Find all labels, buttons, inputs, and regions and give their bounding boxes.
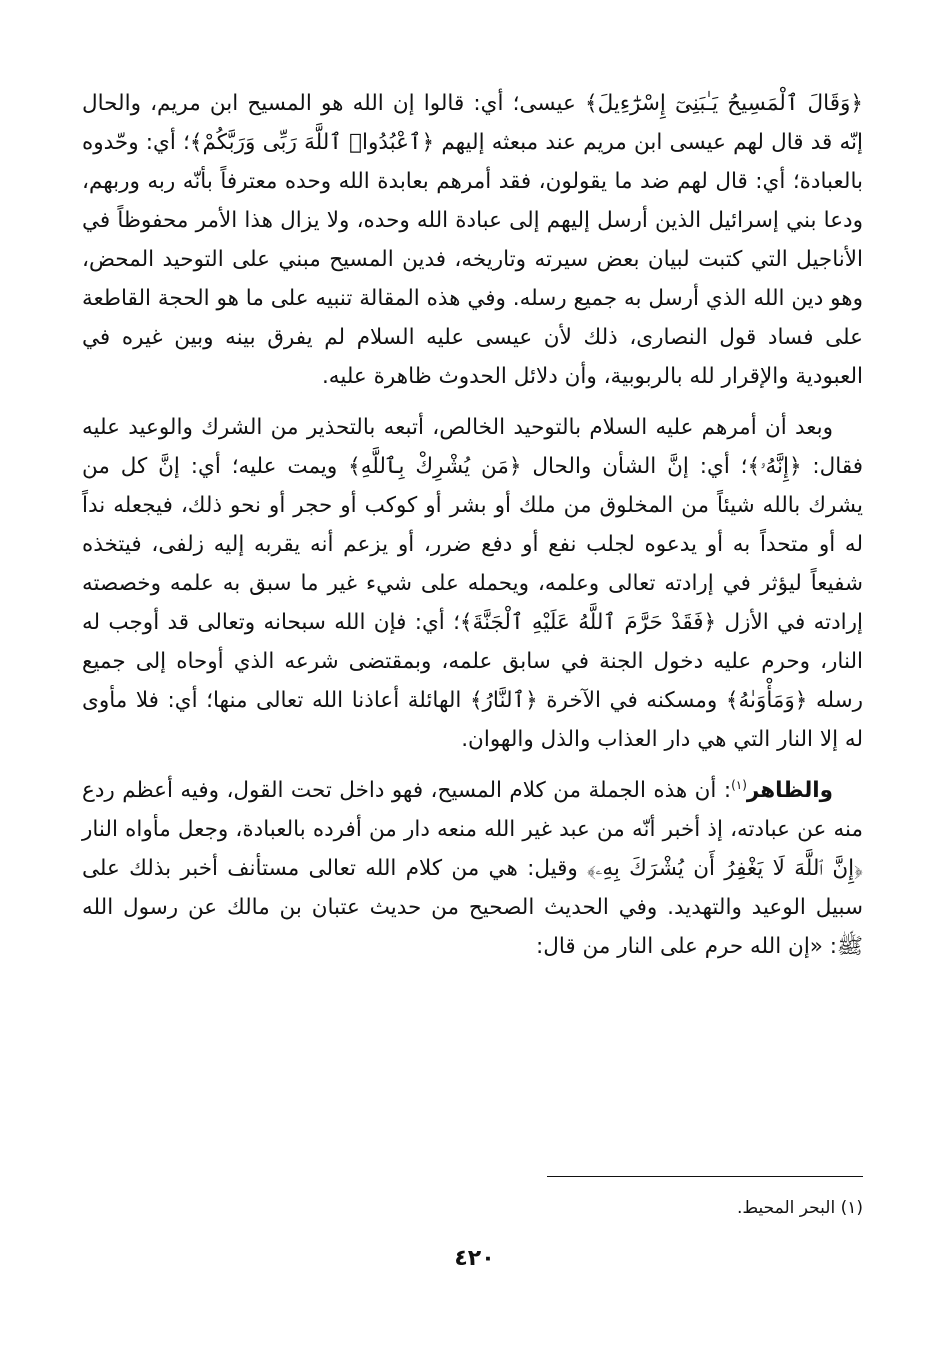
paragraph-2-text: وبعد أن أمرهم عليه السلام بالتوحيد الخالص، أتبعه بالتحذير من الشرك والوعيد عليه فقال: ﴿إِنَّهُۥ﴾؛ أي: إنَّ الشأن والحال ﴿مَن يُشْرِكْ بِٱللَّهِ﴾ ويمت عليه؛ أي: إنَّ كل من يشرك بالله شيئاً من المخلوق من ملك أو بشر أو كوكب أو حجر أو نحو ذلك، فيجعله نداً له أو متحداً به أو يدعوه لجلب نفع أو دفع ضرر، أو يزعم أنه يقربه إليه زلفى، فيتخذه شفيعاً ليؤثر في إرادته تعالى وعلمه، ويحمله على شيء غير ما سبق به علمه وخصصته إرادته في الأزل ﴿فَقَدْ حَرَّمَ ٱللَّهُ عَلَيْهِ ٱلْجَنَّةَ﴾؛ أي: فإن الله سبحانه وتعالى قد أوجب له النار، وحرم عليه دخول الجنة في سابق علمه، وبمقتضى شرعه الذي أوحاه إلى جميع رسله ﴿وَمَأْوَىٰهُ﴾ ومسكنه في الآخرة ﴿ٱلنَّارُ﴾ الهائلة أعاذنا الله تعالى منها؛ أي: فلا مأوى له إلا النار التي هي دار العذاب والذل والهوان. xyxy=(82,415,863,752)
page-number: ٤٢٠ xyxy=(454,1246,495,1271)
paragraph-2 xyxy=(82,408,863,759)
footnote: (١) البحر المحيط. xyxy=(737,1198,863,1218)
main-text xyxy=(82,84,863,978)
paragraph-1-text: ﴿وَقَالَ ٱلْمَسِيحُ يَـٰبَنِىٓ إِسْرَٰٓءِيلَ﴾ عيسى؛ أي: قالوا إن الله هو المسيح ابن مريم، والحال إنّه قد قال لهم عيسى ابن مريم عند مبعثه إليهم ﴿ٱعْبُدُوا۟ ٱللَّهَ رَبِّى وَرَبَّكُمْ﴾؛ أي: وحّدوه بالعبادة؛ أي: قال لهم ضد ما يقولون، فقد أمرهم بعابدة الله وحده معترفاً بأنّه ربه وربهم، ودعا بني إسرائيل الذين أرسل إليهم إلى عبادة الله وحده، ولا يزال هذا الأمر محفوظاً في الأناجيل التي كتبت لبيان بعض سيرته وتاريخه، فدين المسيح مبني على التوحيد المحض، وهو دين الله الذي أرسل به جميع رسله. وفي هذه المقالة تنبيه على ما هو الحجة القاطعة على فساد قول النصارى، ذلك لأن عيسى عليه السلام لم يفرق بينه وبين غيره في العبودية والإقرار لله بالربوبية، وأن دلائل الحدوث ظاهرة عليه. xyxy=(82,91,863,389)
footnote-reference[interactable]: (١) xyxy=(731,777,747,792)
paragraph-3 xyxy=(82,771,863,966)
paragraph-3-lead: والظاهر xyxy=(746,778,833,803)
paragraph-3-text: : أن هذه الجملة من كلام المسيح، فهو داخل تحت القول، وفيه أعظم ردع منه عن عبادته، إذ أخبر أنّه من عبد غير الله منعه دار من أفرده بالعبادة، وجعل مأواه النار ﴿إِنَّ ٱللَّهَ لَا يَغْفِرُ أَن يُشْرَكَ بِهِۦ﴾ وقيل: هي من كلام الله تعالى مستأنف أخبر بذلك على سبيل الوعيد والتهديد. وفي الحديث الصحيح من حديث عتبان بن مالك عن رسول الله ﷺ: «إن الله حرم على النار من قال: xyxy=(82,778,863,959)
footnote-separator xyxy=(547,1176,863,1177)
paragraph-1 xyxy=(82,84,863,396)
